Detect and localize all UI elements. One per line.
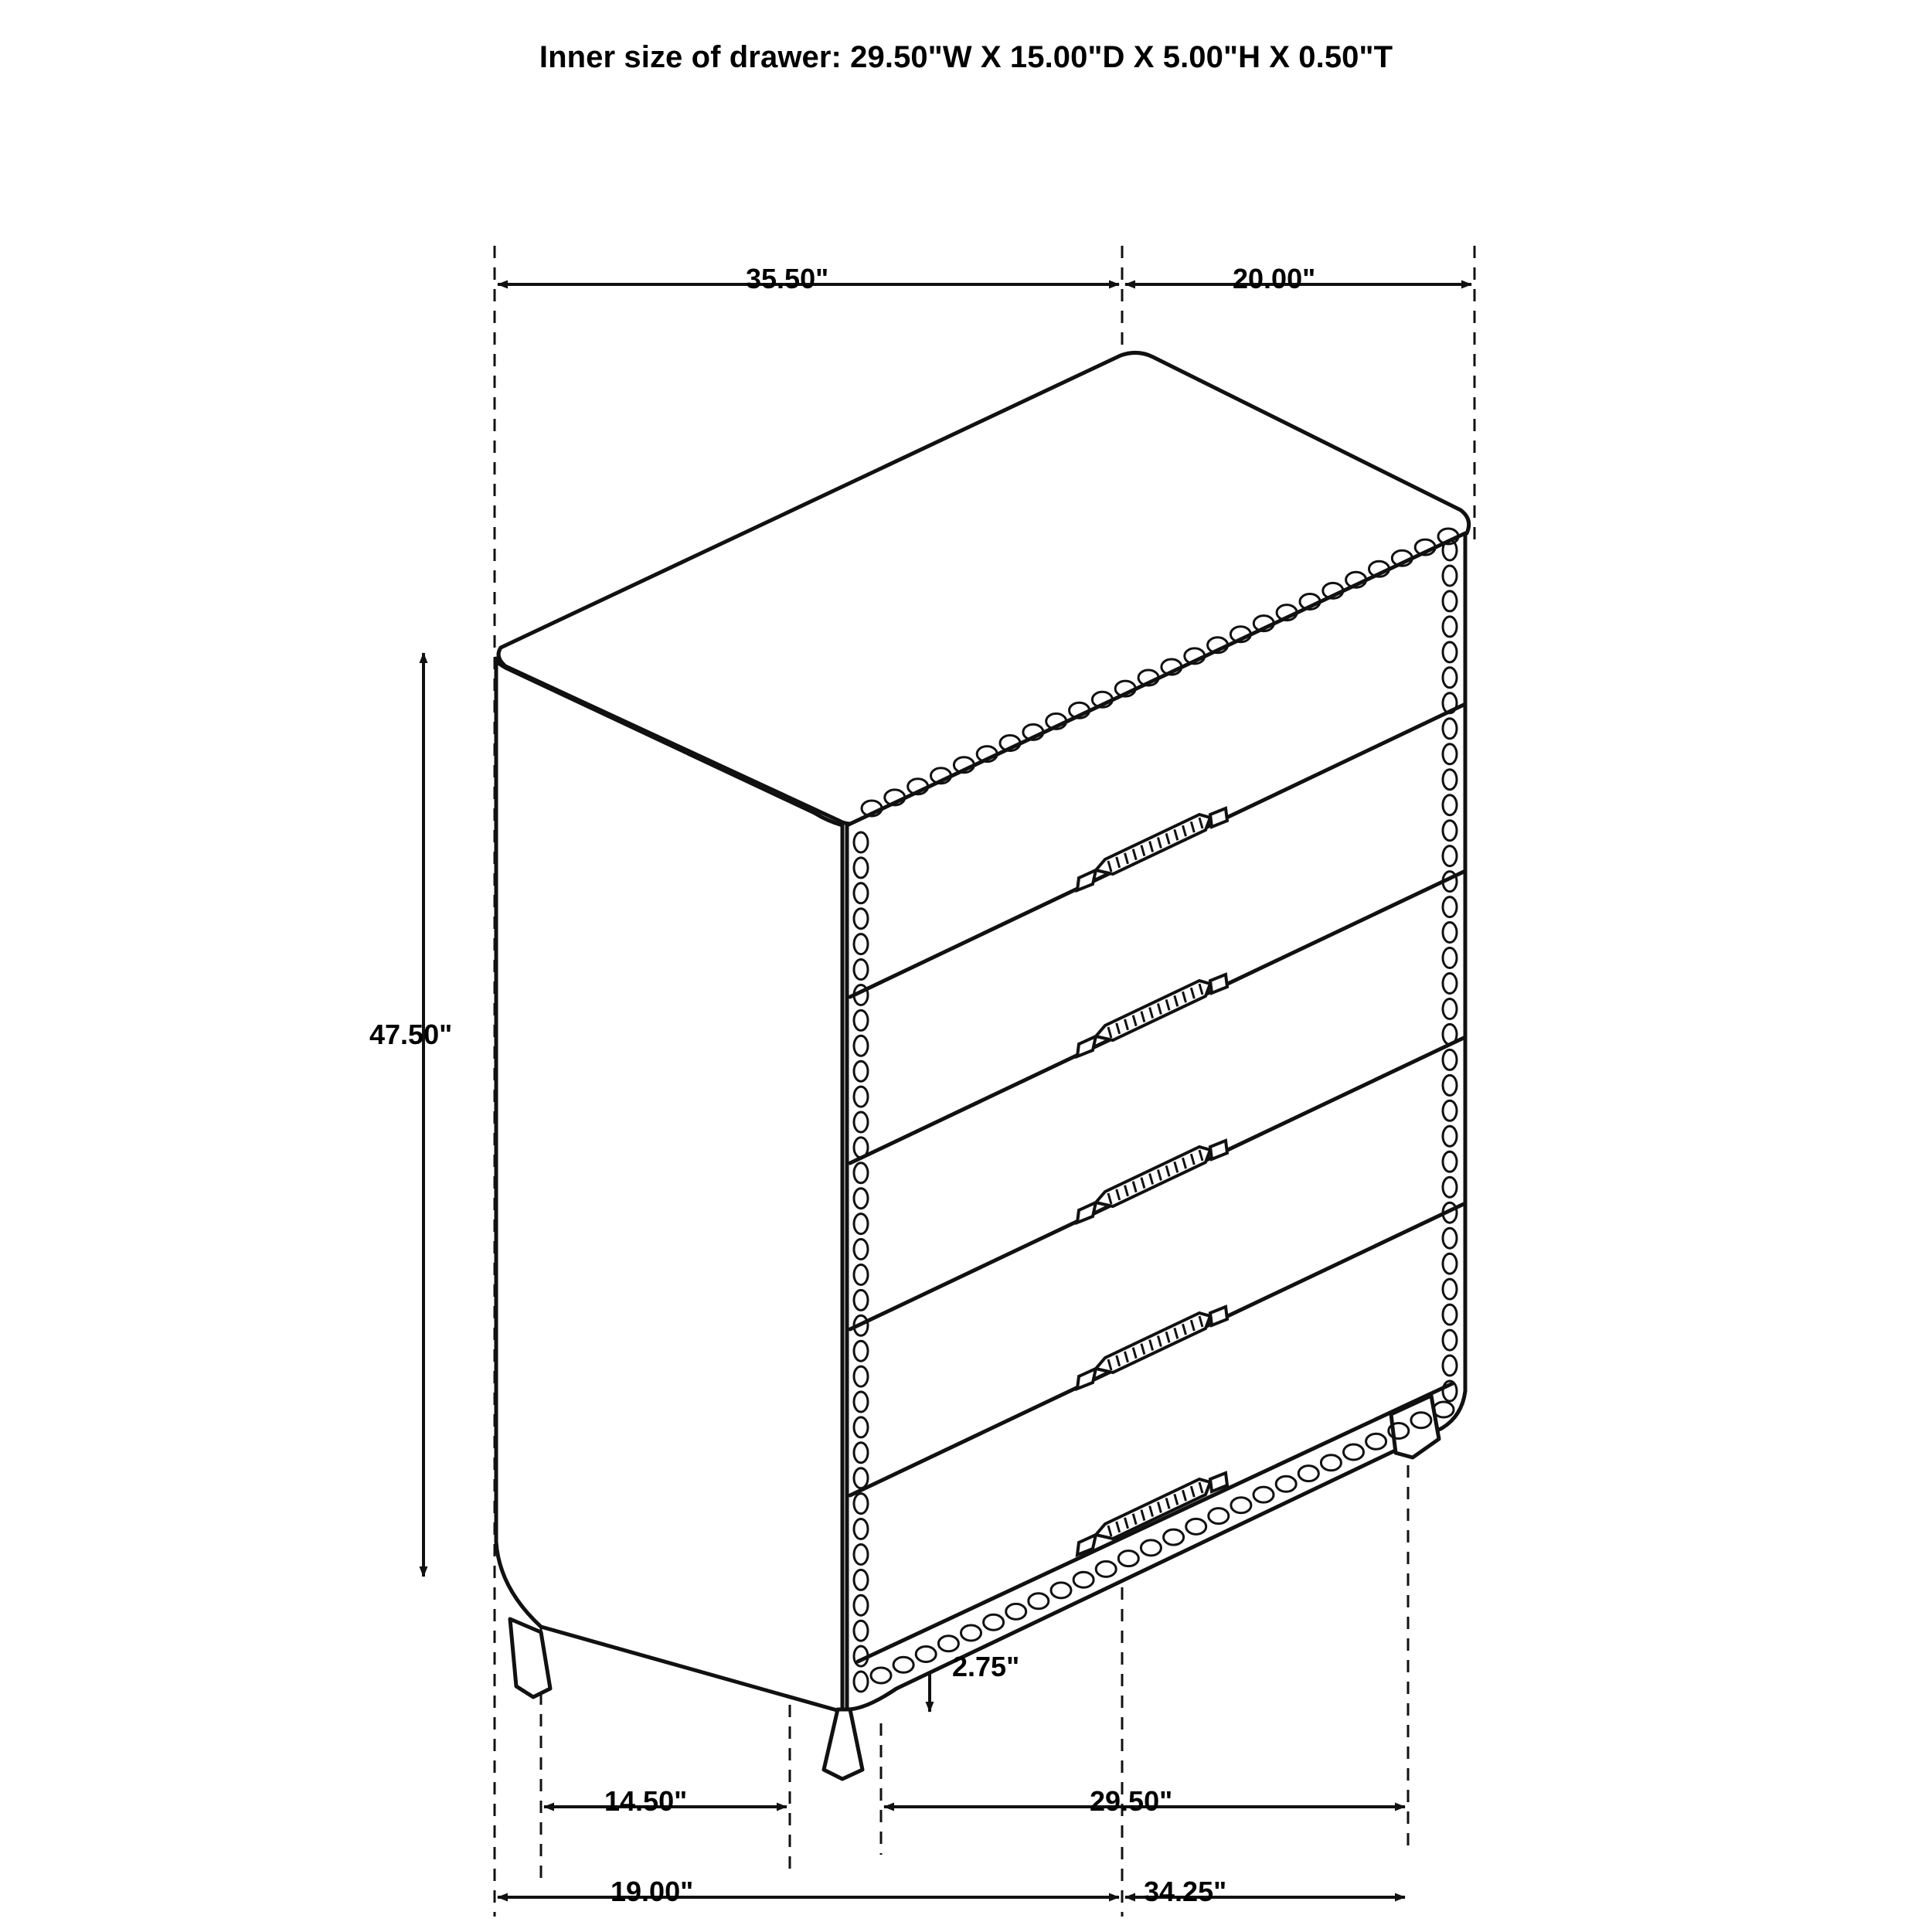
chest-left-panel [496,658,842,1712]
leg-left [510,1619,550,1697]
dim-label-2-75: 2.75" [952,1651,1020,1682]
dim-label-35-50: 35.50" [746,263,829,294]
leg-front-center [824,1709,862,1779]
dim-label-29-50: 29.50" [1090,1785,1173,1817]
chest-outline [496,352,1469,1779]
dim-label-14-50: 14.50" [604,1785,688,1817]
dim-label-34-25: 34.25" [1144,1876,1227,1907]
dim-label-47-50: 47.50" [369,1019,453,1050]
page-title: Inner size of drawer: 29.50"W X 15.00"D X 5.00"H X 0.50"T [539,40,1393,74]
dim-label-19-00: 19.00" [611,1876,694,1907]
dim-label-20-00: 20.00" [1233,263,1316,294]
